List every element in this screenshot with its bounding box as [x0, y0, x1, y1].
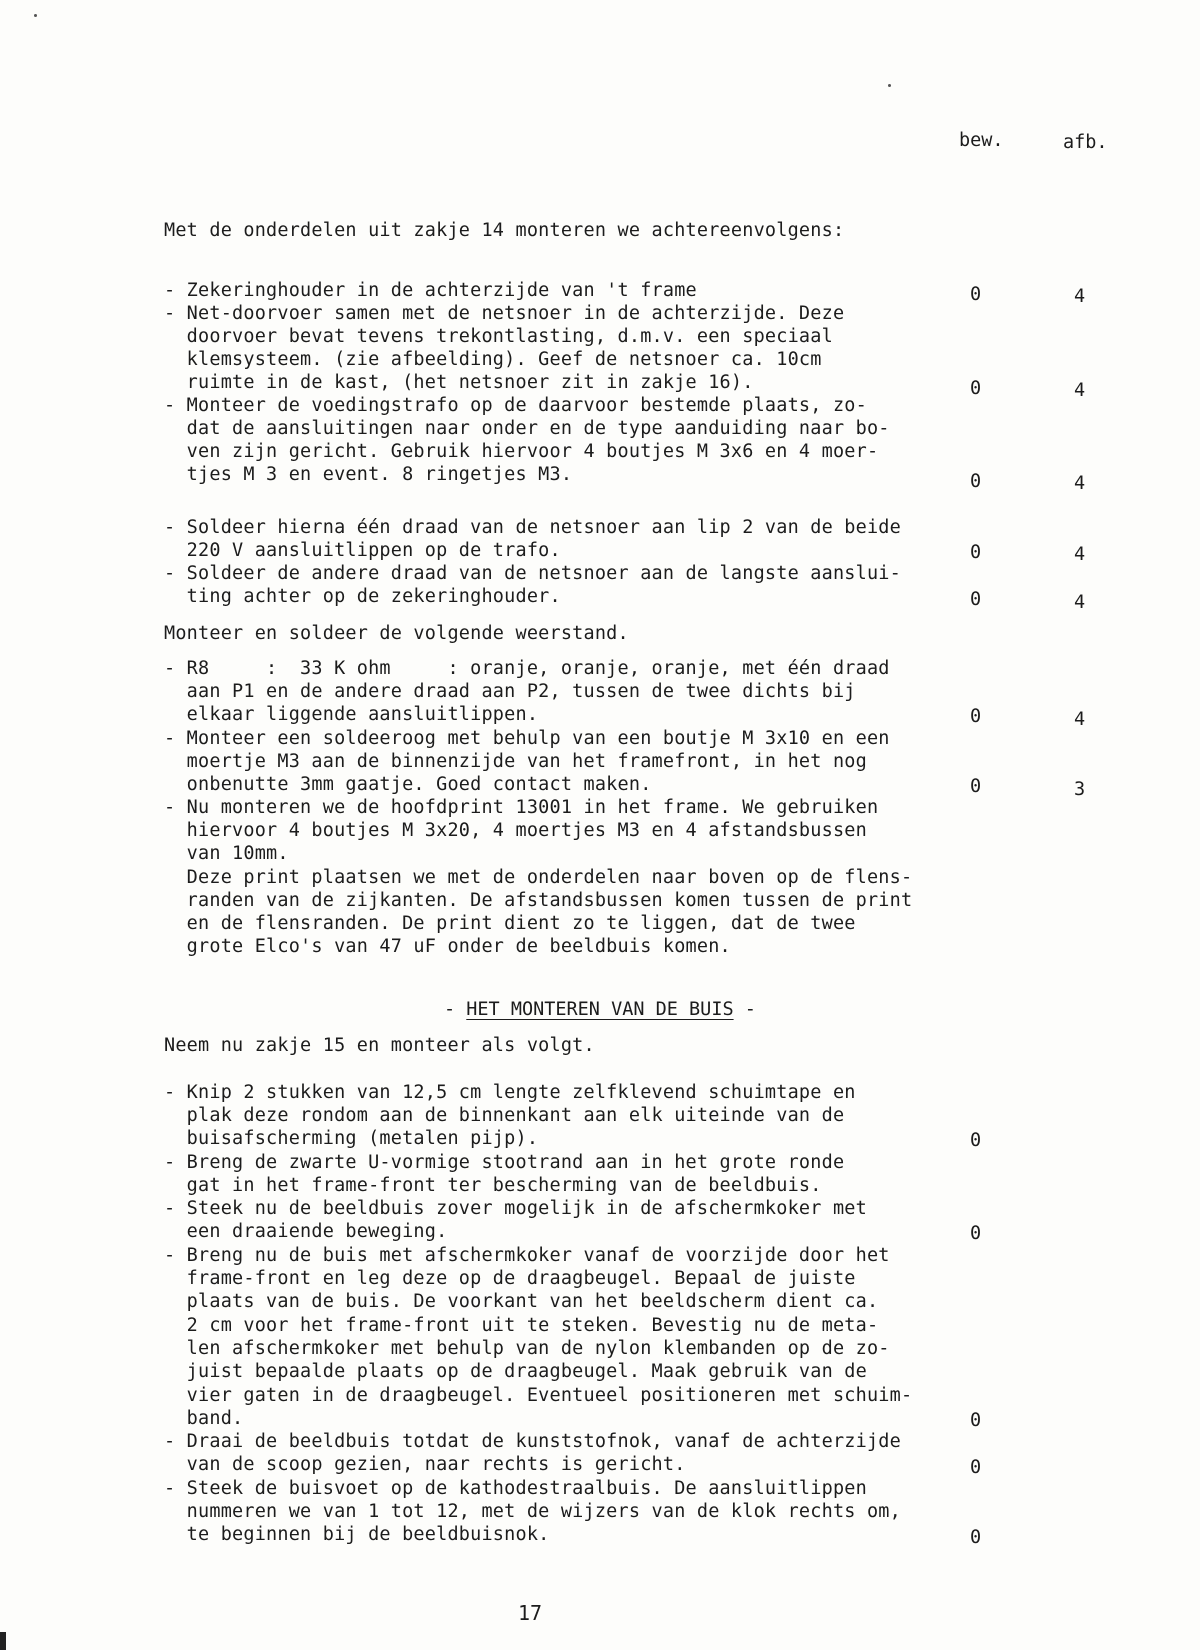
text-line: nummeren we van 1 tot 12, met de wijzers van de klok rechts om, — [164, 1501, 901, 1522]
bew-mark: 0 — [970, 1223, 982, 1244]
text-line: ven zijn gericht. Gebruik hiervoor 4 boutjes M 3x6 en 4 moer- — [164, 441, 879, 462]
text-line: hiervoor 4 boutjes M 3x20, 4 moertjes M3 en 4 afstandsbussen — [164, 820, 867, 841]
text-line: plak deze rondom aan de binnenkant aan elk uiteinde van de — [164, 1105, 845, 1126]
text-line: ruimte in de kast, (het netsnoer zit in zakje 16). — [164, 372, 754, 393]
text-line: - Soldeer hierna één draad van de netsnoer aan lip 2 van de beide — [164, 517, 901, 538]
text-line: - Monteer een soldeeroog met behulp van een boutje M 3x10 en een — [164, 728, 890, 749]
text-line: van 10mm. — [164, 843, 289, 864]
text-line: vier gaten in de draagbeugel. Eventueel positioneren met schuim- — [164, 1385, 913, 1406]
buis-intro: Neem nu zakje 15 en monteer als volgt. — [164, 1035, 595, 1056]
text-line: - Steek nu de beeldbuis zover mogelijk in de afschermkoker met — [164, 1198, 867, 1219]
afb-mark: 4 — [1074, 709, 1086, 730]
afb-mark: 4 — [1074, 286, 1086, 307]
text-line: ting achter op de zekeringhouder. — [164, 586, 561, 607]
text-line: elkaar liggende aansluitlippen. — [164, 704, 539, 725]
heading-dash: - — [733, 999, 756, 1020]
text-line: buisafscherming (metalen pijp). — [164, 1128, 539, 1149]
text-line: moertje M3 aan de binnenzijde van het framefront, in het nog — [164, 751, 867, 772]
text-line: en de flensranden. De print dient zo te liggen, dat de twee — [164, 913, 856, 934]
text-line: een draaiende beweging. — [164, 1221, 448, 1242]
afb-mark: 4 — [1074, 544, 1086, 565]
bew-mark: 0 — [970, 706, 982, 727]
text-line: band. — [164, 1408, 244, 1429]
text-line: - Nu monteren we de hoofdprint 13001 in het frame. We gebruiken — [164, 797, 879, 818]
text-line: van de scoop gezien, naar rechts is gericht. — [164, 1454, 686, 1475]
column-header-bew: bew. — [959, 130, 1004, 151]
heading-dash: - — [444, 999, 467, 1020]
text-line: - Net-doorvoer samen met de netsnoer in de achterzijde. Deze — [164, 303, 845, 324]
bew-mark: 0 — [970, 1130, 982, 1151]
bew-mark: 0 — [970, 542, 982, 563]
intro-text: Met de onderdelen uit zakje 14 monteren we achtereenvolgens: — [164, 220, 845, 241]
bew-mark: 0 — [970, 589, 982, 610]
text-line: tjes M 3 en event. 8 ringetjes M3. — [164, 464, 573, 485]
afb-mark: 4 — [1074, 380, 1086, 401]
bew-mark: 0 — [970, 1527, 982, 1548]
text-line: dat de aansluitingen naar onder en de type aanduiding naar bo- — [164, 418, 890, 439]
text-line: len afschermkoker met behulp van de nylon klembanden op de zo- — [164, 1338, 890, 1359]
text-line: - Monteer de voedingstrafo op de daarvoor bestemde plaats, zo- — [164, 395, 867, 416]
text-line: aan P1 en de andere draad aan P2, tussen de twee dichts bij — [164, 681, 856, 702]
column-header-afb: afb. — [1063, 132, 1108, 153]
text-line: plaats van de buis. De voorkant van het beeldscherm dient ca. — [164, 1291, 879, 1312]
text-line: frame-front en leg deze op de draagbeugel. Bepaal de juiste — [164, 1268, 856, 1289]
bew-mark: 0 — [970, 1410, 982, 1431]
page-number: 17 — [518, 1601, 543, 1625]
text-line: - Soldeer de andere draad van de netsnoer aan de langste aanslui- — [164, 563, 901, 584]
weerstand-intro: Monteer en soldeer de volgende weerstand. — [164, 623, 629, 644]
text-line: - Steek de buisvoet op de kathodestraalbuis. De aansluitlippen — [164, 1478, 867, 1499]
text-line: juist bepaalde plaats op de draagbeugel. Maak gebruik van de — [164, 1361, 867, 1382]
scan-speck — [34, 14, 37, 17]
text-line: - Breng nu de buis met afschermkoker vanaf de voorzijde door het — [164, 1245, 890, 1266]
text-line: gat in het frame-front ter bescherming van de beeldbuis. — [164, 1175, 822, 1196]
text-line: klemsysteem. (zie afbeelding). Geef de netsnoer ca. 10cm — [164, 349, 822, 370]
text-line: te beginnen bij de beeldbuisnok. — [164, 1524, 550, 1545]
bew-mark: 0 — [970, 471, 982, 492]
text-line: - R8 : 33 K ohm : oranje, oranje, oranje, met één draad — [164, 658, 890, 679]
heading-text: HET MONTEREN VAN DE BUIS — [466, 999, 734, 1020]
scan-edge-mark — [0, 1632, 6, 1650]
afb-mark: 4 — [1074, 592, 1086, 613]
text-line: - Draai de beeldbuis totdat de kunststofnok, vanaf de achterzijde — [164, 1431, 901, 1452]
bew-mark: 0 — [970, 378, 982, 399]
text-line: onbenutte 3mm gaatje. Goed contact maken. — [164, 774, 652, 795]
text-line: randen van de zijkanten. De afstandsbussen komen tussen de print — [164, 890, 913, 911]
bew-mark: 0 — [970, 776, 982, 797]
text-line: - Knip 2 stukken van 12,5 cm lengte zelfklevend schuimtape en — [164, 1082, 856, 1103]
text-line: Deze print plaatsen we met de onderdelen naar boven op de flens- — [164, 867, 913, 888]
bew-mark: 0 — [970, 284, 982, 305]
afb-mark: 4 — [1074, 473, 1086, 494]
section-heading — [444, 998, 756, 1021]
text-line: - Breng de zwarte U-vormige stootrand aan in het grote ronde — [164, 1152, 845, 1173]
text-line: doorvoer bevat tevens trekontlasting, d.m.v. een speciaal — [164, 326, 833, 347]
scan-speck — [888, 84, 891, 87]
bew-mark: 0 — [970, 1457, 982, 1478]
afb-mark: 3 — [1074, 779, 1086, 800]
text-line: 220 V aansluitlippen op de trafo. — [164, 540, 561, 561]
text-line: - Zekeringhouder in de achterzijde van 't frame — [164, 280, 697, 301]
text-line: grote Elco's van 47 uF onder de beeldbuis komen. — [164, 936, 731, 957]
text-line: 2 cm voor het frame-front uit te steken. Bevestig nu de meta- — [164, 1315, 879, 1336]
